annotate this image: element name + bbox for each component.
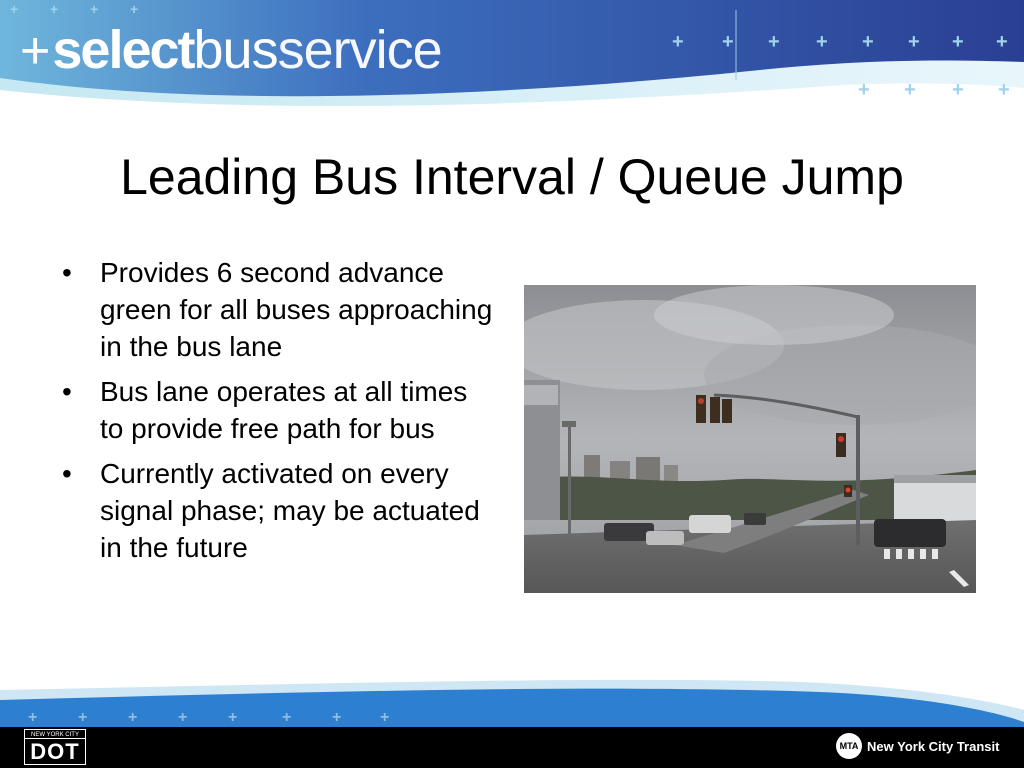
intersection-photo	[524, 285, 976, 593]
mta-logo: MTA	[836, 733, 862, 759]
svg-text:+: +	[952, 31, 964, 53]
logo-plus: +	[20, 22, 51, 80]
svg-text:+: +	[380, 709, 390, 726]
dot-logo-caption: NEW YORK CITY	[25, 732, 85, 739]
bullet-text: Currently activated on every signal phase; may be actuated in the future	[100, 458, 480, 563]
svg-text:+: +	[130, 1, 139, 17]
svg-text:+: +	[816, 31, 828, 53]
bullet-item	[58, 254, 498, 365]
svg-text:+: +	[282, 709, 292, 726]
bullet-item	[58, 373, 498, 447]
slide-title: Leading Bus Interval / Queue Jump	[120, 149, 904, 205]
svg-text:+: +	[862, 31, 874, 53]
svg-text:+: +	[90, 1, 99, 17]
svg-text:+: +	[904, 79, 916, 101]
svg-text:+: +	[996, 31, 1008, 53]
bullet-list	[58, 254, 498, 574]
bullet-item	[58, 455, 498, 566]
svg-text:+: +	[768, 31, 780, 53]
svg-text:+: +	[178, 709, 188, 726]
bullet-marker: •	[62, 458, 72, 489]
svg-text:+: +	[998, 79, 1010, 101]
svg-text:+: +	[952, 79, 964, 101]
footer-wave	[0, 670, 1024, 730]
svg-text:+: +	[908, 31, 920, 53]
select-bus-service-logo	[20, 20, 442, 80]
svg-text:+: +	[28, 709, 38, 726]
logo-bus: bus	[193, 20, 278, 80]
svg-text:+: +	[722, 31, 734, 53]
bullet-marker: •	[62, 257, 72, 288]
logo-service: service	[277, 20, 442, 80]
svg-text:+: +	[672, 31, 684, 53]
dot-logo-text: DOT	[30, 739, 80, 764]
logo-select: select	[52, 20, 194, 80]
bullet-text: Bus lane operates at all times to provide free path for bus	[100, 376, 468, 444]
svg-text:+: +	[228, 709, 238, 726]
bullet-text: Provides 6 second advance green for all buses approaching in the bus lane	[100, 257, 493, 362]
nyc-dot-logo	[24, 729, 86, 765]
nyc-transit-label: New York City Transit	[867, 739, 1000, 754]
bullet-marker: •	[62, 376, 72, 407]
svg-text:+: +	[332, 709, 342, 726]
svg-text:+: +	[10, 1, 19, 17]
svg-text:+: +	[858, 79, 870, 101]
svg-text:+: +	[50, 1, 59, 17]
svg-text:+: +	[78, 709, 88, 726]
svg-text:+: +	[128, 709, 138, 726]
